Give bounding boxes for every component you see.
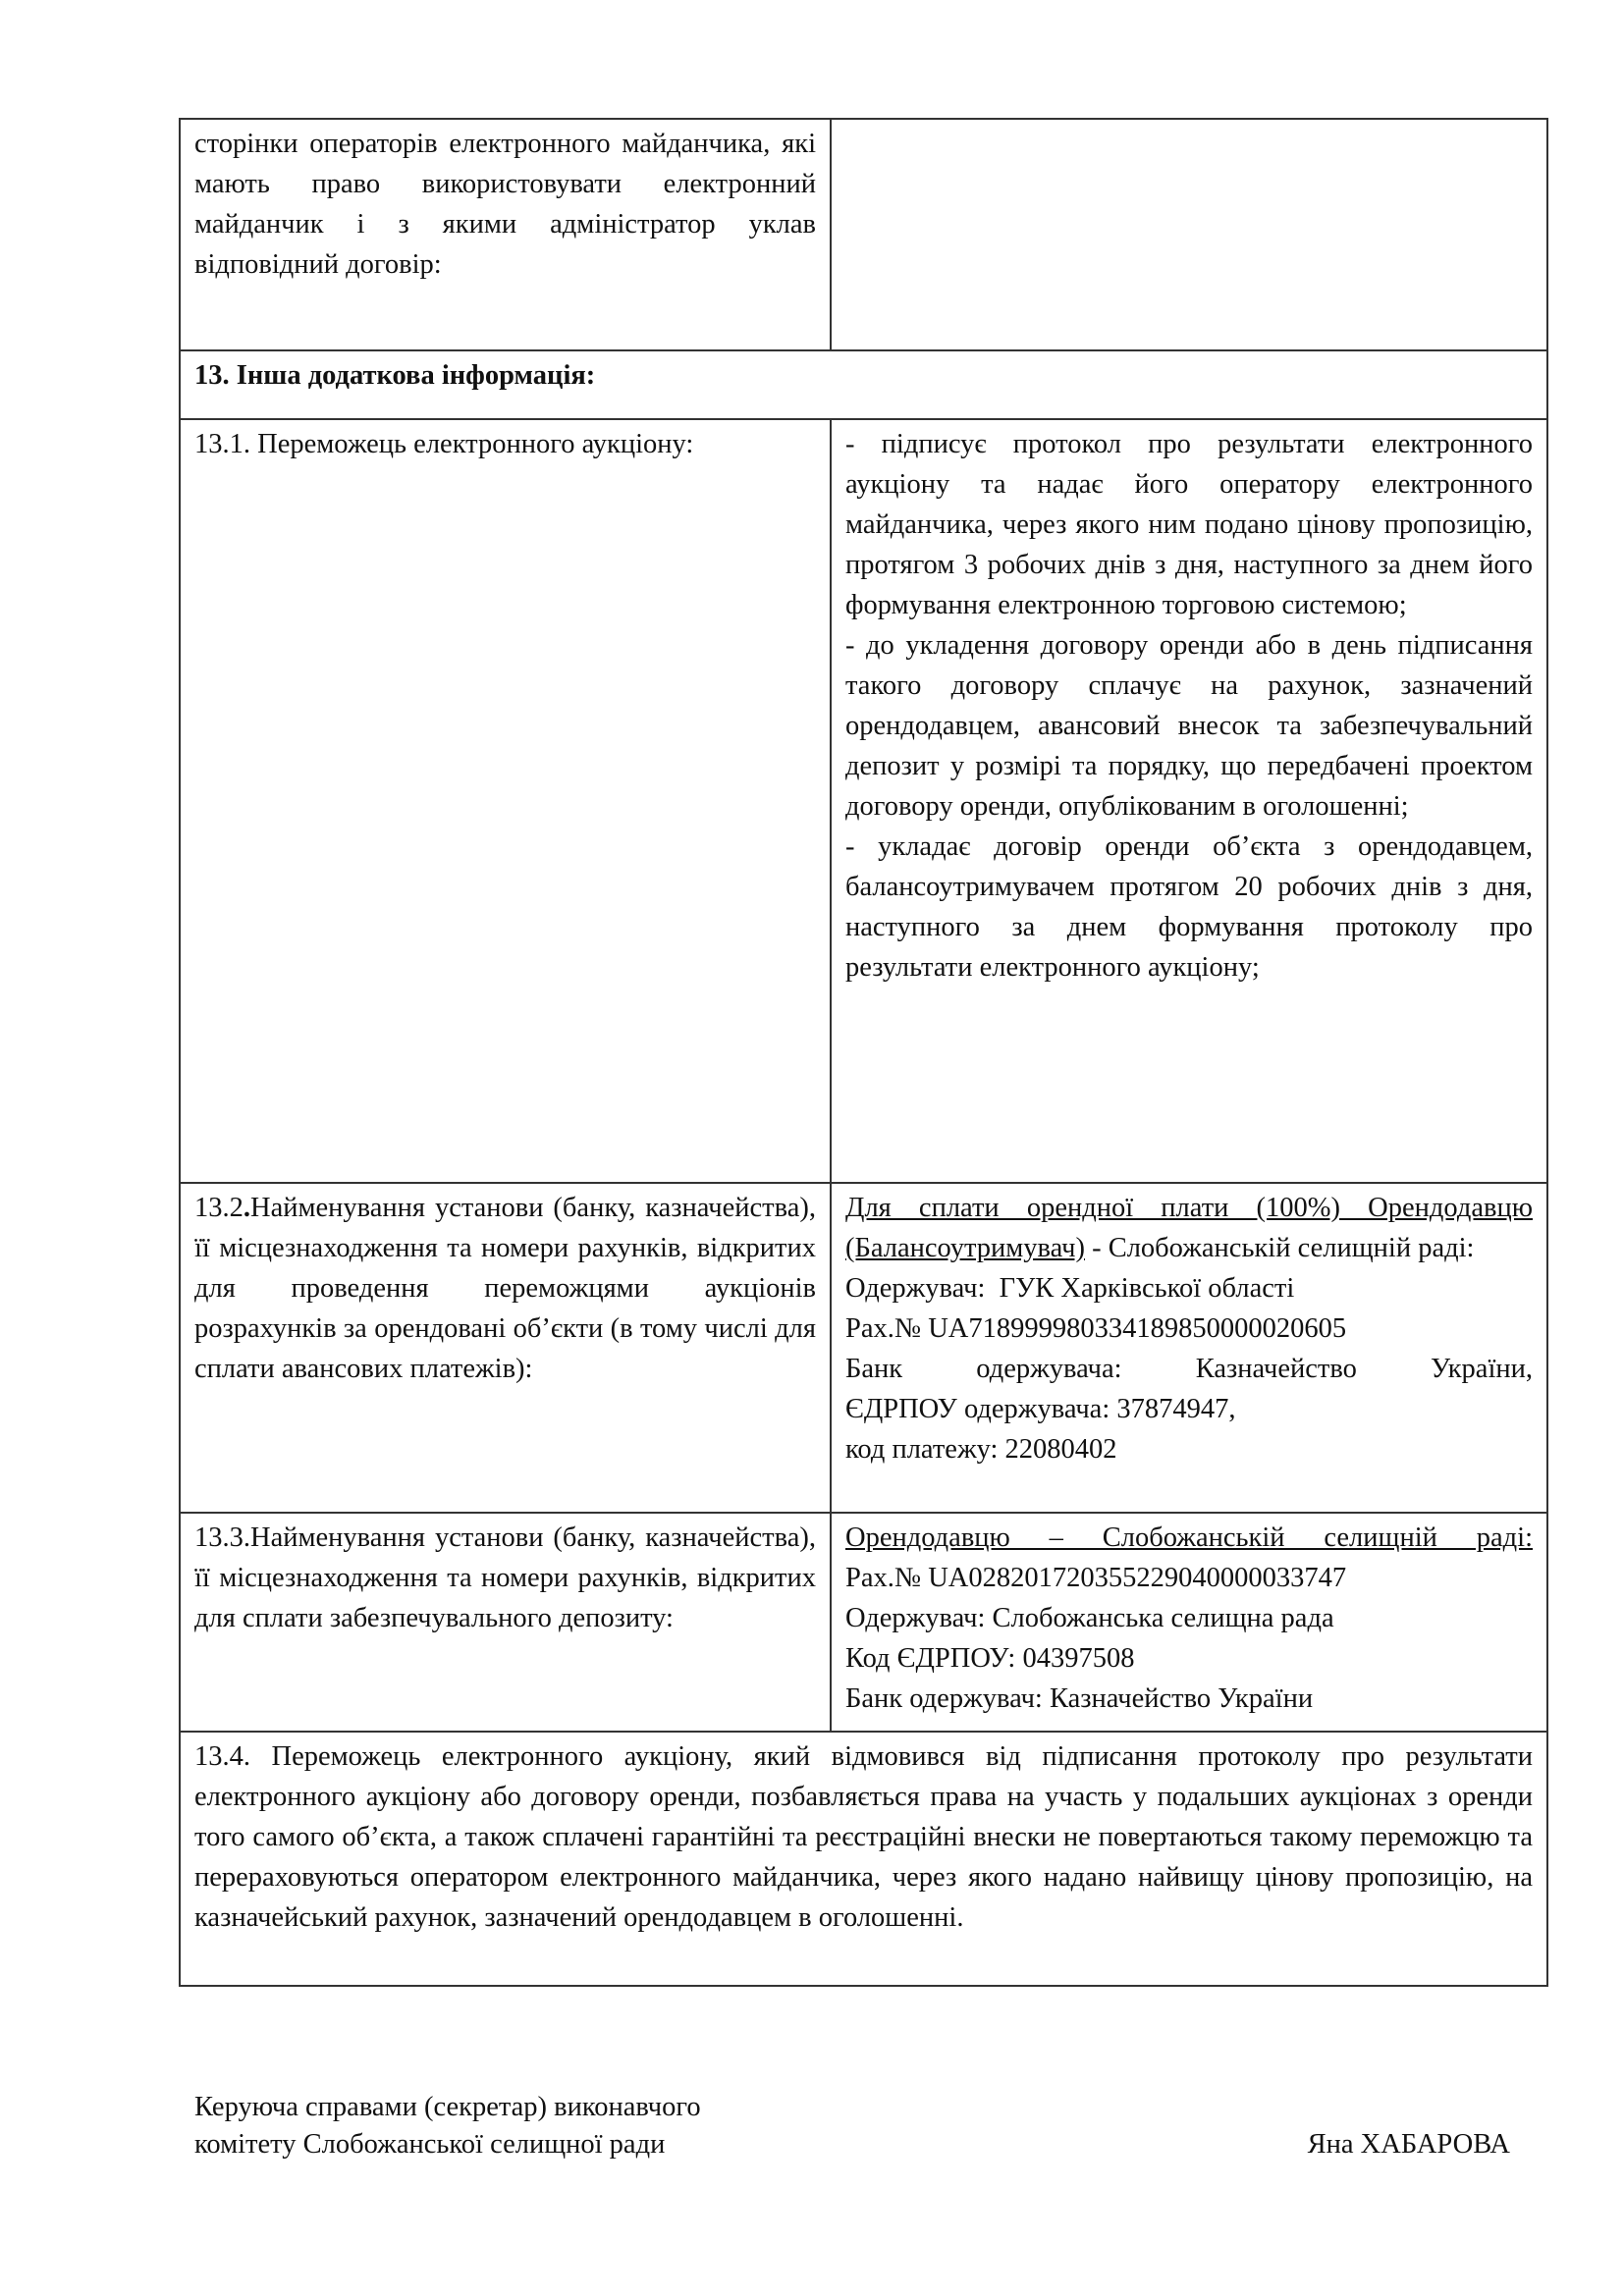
table-row-13-1 [180,419,1547,1183]
r13-2-payee-intro [845,1188,1533,1268]
r13-3-recipient: Одержувач: Слобожанська селищна рада [845,1603,1334,1633]
r13-3-edrpou: Код ЄДРПОУ: 04397508 [845,1643,1135,1674]
document-page [179,118,1548,1987]
r13-2-recipient: Одержувач: ГУК Харківської області [845,1273,1295,1304]
r13-3-content [831,1513,1547,1732]
operators-value-cell [831,119,1547,350]
signature-position-line1: Керуюча справами (секретар) виконавчого [194,2092,701,2122]
r13-2-content [831,1183,1547,1513]
r13-2-payee-rest: - Слобожанській селищній раді: [1084,1233,1475,1263]
r13-3-payee-underlined: Орендодавцю – Слобожанській селищній раді: [845,1522,1533,1553]
r13-3-label: 13.3.Найменування установи (банку, казначейства), її місцезнаходження та номери рахунків, відкритих для сплати забезпечувального депозиту: [180,1513,831,1732]
r13-1-item: - укладає договір оренди об’єкта з орендодавцем, балансоутримувачем протягом 20 робочих днів з дня, наступного за днем формування протоколу про результати електронного аукціону; [845,831,1533,983]
r13-1-item: - до укладення договору оренди або в день підписання такого договору сплачує на рахунок, зазначений орендодавцем, авансовий внесок та забезпечувальний депозит у розмірі та порядку, що передбачені проектом договору оренди, опублікованим в оголошенні; [845,630,1533,822]
r13-2-label-text: Найменування установи (банку, казначейства), її місцезнаходження та номери рахунків, відкритих для проведення переможцями аукціонів розрахунків за орендовані об’єкти (в тому числі для сплати авансових платежів): [194,1193,816,1384]
r13-2-account: Рах.№ UA718999980334189850000020605 [845,1313,1347,1344]
r13-2-payment-code: код платежу: 22080402 [845,1434,1117,1465]
signature-block [194,2089,1510,2163]
section13-heading: 13. Інша додаткова інформація: [180,350,1547,419]
table-row-13-3 [180,1513,1547,1732]
table-row-section13-heading [180,350,1547,419]
r13-3-bank: Банк одержувач: Казначейство України [845,1683,1314,1714]
table-row-operators [180,119,1547,350]
r13-3-account: Рах.№ UA028201720355229040000033747 [845,1563,1347,1593]
r13-2-label [180,1183,831,1513]
r13-2-payee-underlined: Для сплати орендної плати (100%) Орендодавцю (Балансоутримувач) [845,1193,1533,1263]
table-row-13-2 [180,1183,1547,1513]
r13-4-text: 13.4. Переможець електронного аукціону, який відмовився від підписання протоколу про результати електронного аукціону або договору оренди, позбавляється права на участь у подальших аукціонах з оренди того самого об’єкта, а також сплачені гарантійні та реєстраційні внески не повертаються такому переможцю та перераховуються оператором електронного майданчика, через якого надано найвищу цінову пропозицію, на казначейський рахунок, зазначений орендодавцем в оголошенні. [180,1732,1547,1986]
info-table [179,118,1548,1987]
r13-2-label-number: 13.2 [194,1193,244,1223]
signature-position-line2: комітету Слобожанської селищної ради [194,2129,666,2160]
r13-2-edrpou: ЄДРПОУ одержувача: 37874947, [845,1394,1236,1424]
signature-name: Яна ХАБАРОВА [1307,2129,1510,2160]
table-row-13-4 [180,1732,1547,1986]
r13-1-label: 13.1. Переможець електронного аукціону: [180,419,831,1183]
operators-label-cell: сторінки операторів електронного майданчика, які мають право використовувати електронний майданчик і з якими адміністратор уклав відповідний договір: [180,119,831,350]
r13-2-label-dot: . [243,1193,250,1223]
r13-2-bank: Банк одержувача: Казначейство України, [845,1354,1533,1384]
r13-1-item: - підписує протокол про результати електронного аукціону та надає його оператору електронного майданчика, через якого ним подано цінову пропозицію, протягом 3 робочих днів з дня, наступного за днем його формування електронною торговою системою; [845,429,1533,620]
r13-1-content [831,419,1547,1183]
